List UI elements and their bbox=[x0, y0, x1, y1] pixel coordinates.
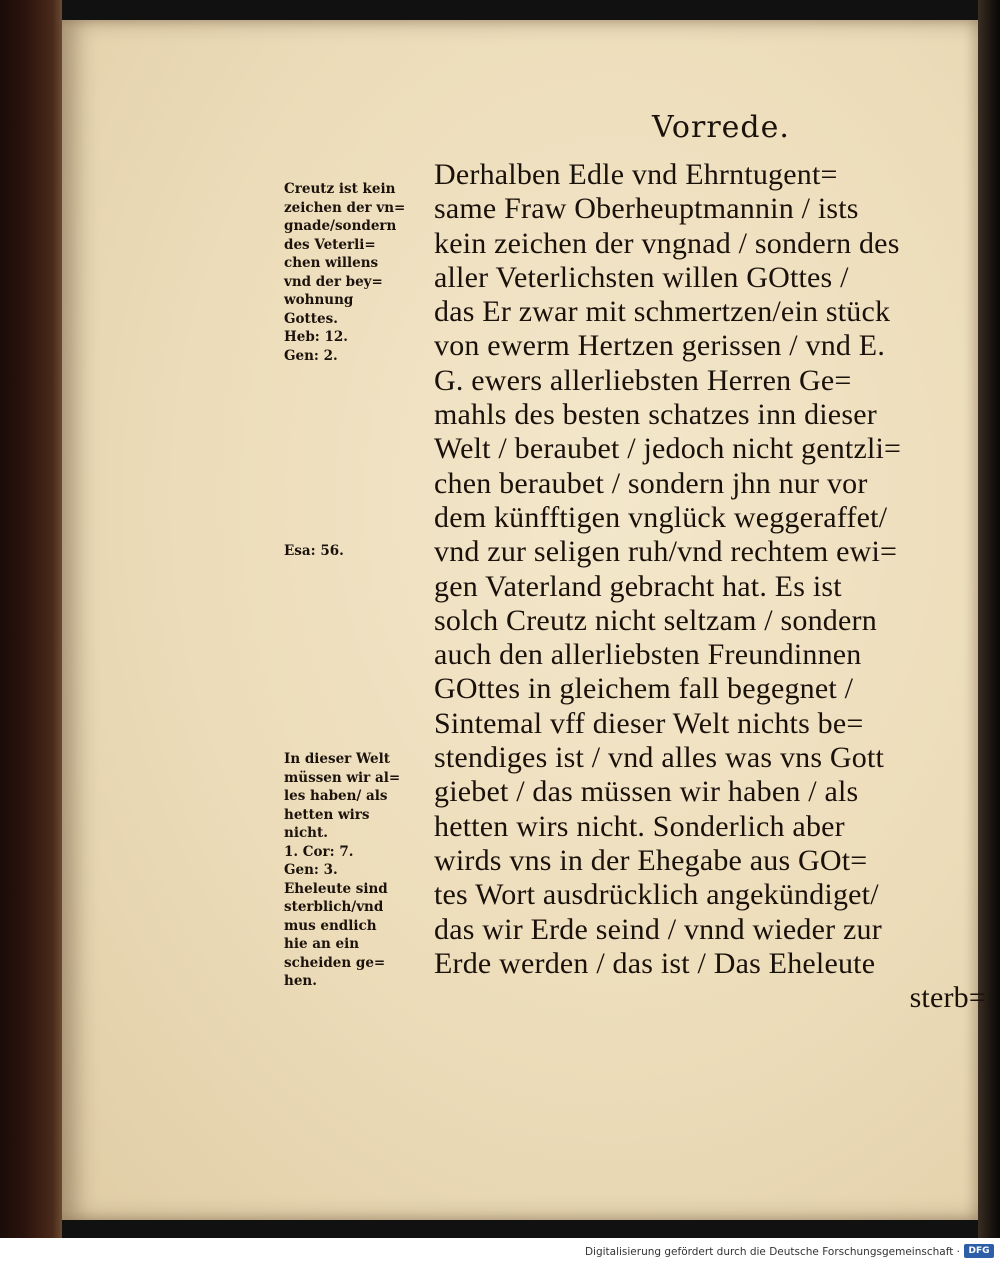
catchword: sterb= bbox=[909, 981, 986, 1015]
text-line: aller Veterlichsten willen GOttes / bbox=[434, 260, 849, 294]
footer-bar bbox=[0, 1238, 1000, 1265]
margin-note-line: hie an ein bbox=[284, 936, 360, 952]
margin-note-line: wohnung bbox=[284, 292, 354, 308]
text-line: das Er zwar mit schmertzen/ein stück bbox=[434, 295, 891, 329]
text-line: kein zeichen der vngnad / sondern des bbox=[434, 226, 900, 260]
body-text bbox=[434, 158, 994, 1015]
margin-note-line: hen. bbox=[284, 973, 317, 989]
text-line: Erde werden / das ist / Das Eheleute bbox=[434, 946, 876, 980]
text-line: giebet / das müssen wir haben / als bbox=[434, 775, 859, 809]
margin-note-line: Heb: 12. bbox=[284, 329, 348, 345]
margin-note-line: chen willens bbox=[284, 255, 379, 271]
margin-note-line: vnd der bey= bbox=[284, 273, 383, 290]
text-line: tes Wort ausdrücklich angekündiget/ bbox=[434, 878, 879, 912]
margin-note-line: les haben/ als bbox=[284, 788, 388, 804]
margin-note-line: sterblich/vnd bbox=[284, 899, 384, 915]
text-line: das wir Erde seind / vnnd wieder zur bbox=[434, 912, 882, 946]
margin-note-line: Esa: 56. bbox=[284, 543, 344, 559]
text-line: Sintemal vff dieser Welt nichts be= bbox=[434, 706, 864, 740]
text-line: GOttes in gleichem fall begegnet / bbox=[434, 672, 854, 706]
margin-note-line: müssen wir al= bbox=[284, 769, 401, 786]
margin-note-line: 1. Cor: 7. bbox=[284, 843, 354, 860]
text-line: auch den allerliebsten Freundinnen bbox=[434, 638, 862, 672]
margin-note-line: Eheleute sind bbox=[284, 880, 388, 897]
text-line: chen beraubet / sondern jhn nur vor bbox=[434, 466, 868, 500]
margin-note-line: nicht. bbox=[284, 825, 328, 841]
margin-note-line: In dieser Welt bbox=[284, 751, 391, 767]
text-line: wirds vns in der Ehegabe aus GOt= bbox=[434, 843, 868, 877]
margin-note-line: Creutz ist kein bbox=[284, 181, 396, 197]
margin-note-1 bbox=[284, 180, 429, 365]
margin-note-line: Gen: 3. bbox=[284, 862, 338, 878]
text-line: Welt / beraubet / jedoch nicht gentzli= bbox=[434, 432, 902, 466]
text-line: solch Creutz nicht seltzam / sondern bbox=[434, 603, 877, 637]
funding-credit: Digitalisierung gefördert durch die Deutsche Forschungsgemeinschaft · bbox=[584, 1246, 960, 1258]
text-line: vnd zur seligen ruh/vnd rechtem ewi= bbox=[434, 535, 898, 569]
book-binding-edge bbox=[0, 0, 62, 1238]
margin-note-line: Gottes. bbox=[284, 310, 338, 327]
margin-note-line: gnade/sondern bbox=[284, 218, 397, 234]
margin-note-line: Gen: 2. bbox=[284, 347, 338, 364]
text-line: same Fraw Oberheuptmannin / ists bbox=[434, 192, 859, 226]
text-line: G. ewers allerliebsten Herren Ge= bbox=[434, 363, 852, 397]
margin-note-line: scheiden ge= bbox=[284, 954, 386, 971]
text-line: mahls des besten schatzes inn dieser bbox=[434, 398, 877, 432]
text-line: stendiges ist / vnd alles was vns Gott bbox=[434, 741, 885, 775]
text-line: von ewerm Hertzen gerissen / vnd E. bbox=[434, 329, 886, 363]
margin-note-line: zeichen der vn= bbox=[284, 199, 406, 216]
dfg-logo: DFG bbox=[964, 1244, 994, 1258]
text-line: dem künfftigen vnglück weggeraffet/ bbox=[434, 500, 888, 534]
text-line: hetten wirs nicht. Sonderlich aber bbox=[434, 809, 845, 843]
text-line: Derhalben Edle vnd Ehrntugent= bbox=[434, 158, 838, 191]
running-head: Vorrede. bbox=[652, 110, 790, 145]
margin-note-line: mus endlich bbox=[284, 917, 377, 934]
margin-note-line: hetten wirs bbox=[284, 806, 370, 823]
margin-note-2 bbox=[284, 542, 429, 561]
book-page bbox=[62, 20, 986, 1220]
margin-note-line: des Veterli= bbox=[284, 236, 376, 253]
text-line: gen Vaterland gebracht hat. Es ist bbox=[434, 569, 842, 603]
margin-note-3 bbox=[284, 750, 429, 991]
